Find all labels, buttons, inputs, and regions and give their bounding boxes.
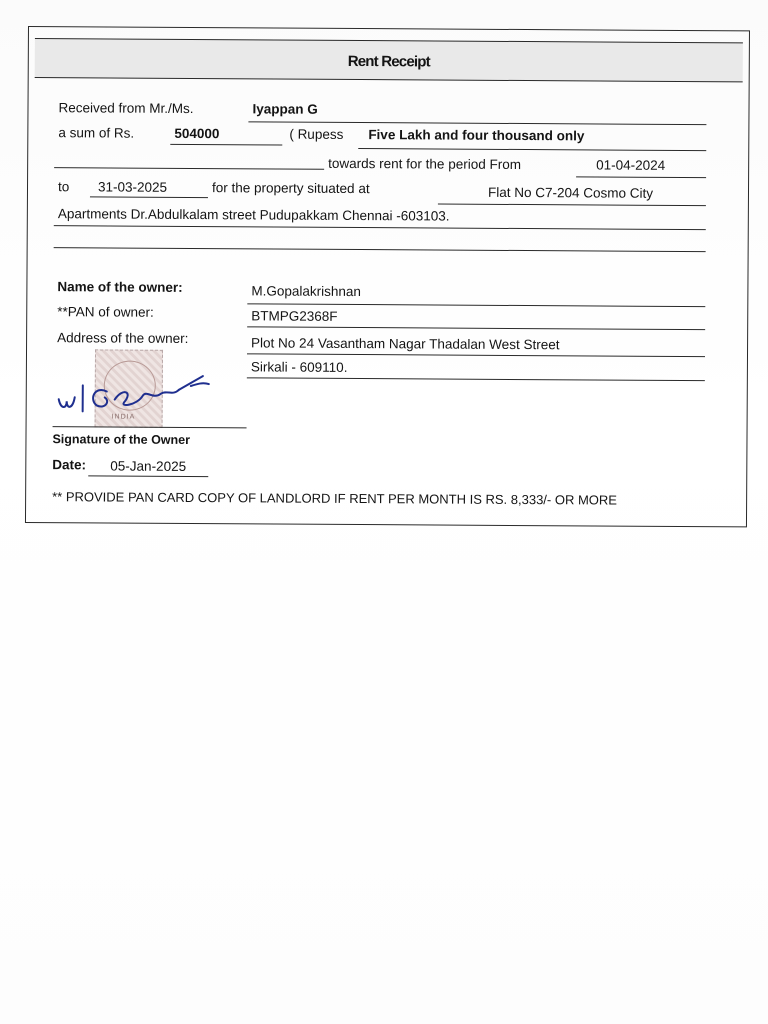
owner-address-line1: Plot No 24 Vasantham Nagar Thadalan West Street bbox=[251, 335, 560, 353]
pan-underline bbox=[247, 326, 705, 330]
stamp-text: INDIA bbox=[111, 413, 136, 421]
owner-address-line1-underline bbox=[247, 353, 705, 357]
owner-signature bbox=[53, 365, 223, 426]
owner-address-line2-underline bbox=[247, 377, 705, 381]
amount-underline bbox=[170, 144, 282, 146]
amount-words-underline bbox=[358, 148, 706, 151]
pan-number: BTMPG2368F bbox=[251, 308, 338, 324]
date-underline bbox=[88, 475, 208, 477]
tenant-name: Iyappan G bbox=[252, 101, 318, 117]
blank-line bbox=[54, 247, 706, 252]
property-line2-underline bbox=[54, 225, 706, 230]
owner-address-label: Address of the owner: bbox=[57, 330, 189, 346]
pan-label: **PAN of owner: bbox=[57, 304, 154, 320]
pan-requirement-note: ** PROVIDE PAN CARD COPY OF LANDLORD IF RENT PER MONTH IS RS. 8,333/- OR MORE bbox=[52, 489, 618, 508]
amount-value: 504000 bbox=[174, 125, 220, 142]
property-line1-underline bbox=[438, 204, 706, 207]
tenant-name-underline bbox=[248, 121, 706, 125]
title-bar bbox=[35, 38, 743, 82]
blank-line bbox=[54, 167, 324, 170]
receipt-title: Rent Receipt bbox=[347, 52, 430, 71]
rupees-label: ( Rupess bbox=[289, 126, 344, 142]
period-to-date: 31-03-2025 bbox=[97, 179, 168, 195]
owner-address-line2: Sirkali - 609110. bbox=[250, 359, 348, 375]
receipt-date: 05-Jan-2025 bbox=[110, 458, 187, 474]
sum-label: a sum of Rs. bbox=[58, 125, 135, 141]
to-label: to bbox=[57, 179, 70, 195]
period-from-date: 01-04-2024 bbox=[596, 157, 666, 173]
period-to-underline bbox=[90, 196, 208, 198]
owner-name: M.Gopalakrishnan bbox=[251, 283, 361, 300]
date-label: Date: bbox=[52, 457, 87, 473]
towards-rent-label: towards rent for the period From bbox=[328, 155, 522, 173]
property-address-line2: Apartments Dr.Abdulkalam street Pudupakkam Chennai -603103. bbox=[57, 206, 450, 224]
owner-name-label: Name of the owner: bbox=[57, 279, 183, 295]
signature-underline bbox=[53, 426, 247, 428]
signature-label: Signature of the Owner bbox=[52, 432, 191, 447]
property-label: for the property situated at bbox=[211, 180, 370, 197]
rent-receipt-form bbox=[25, 26, 750, 527]
received-from-label: Received from Mr./Ms. bbox=[58, 100, 194, 117]
owner-name-underline bbox=[247, 303, 705, 307]
period-from-underline bbox=[576, 176, 706, 178]
property-address-line1: Flat No C7-204 Cosmo City bbox=[487, 184, 654, 201]
amount-in-words: Five Lakh and four thousand only bbox=[368, 127, 585, 144]
